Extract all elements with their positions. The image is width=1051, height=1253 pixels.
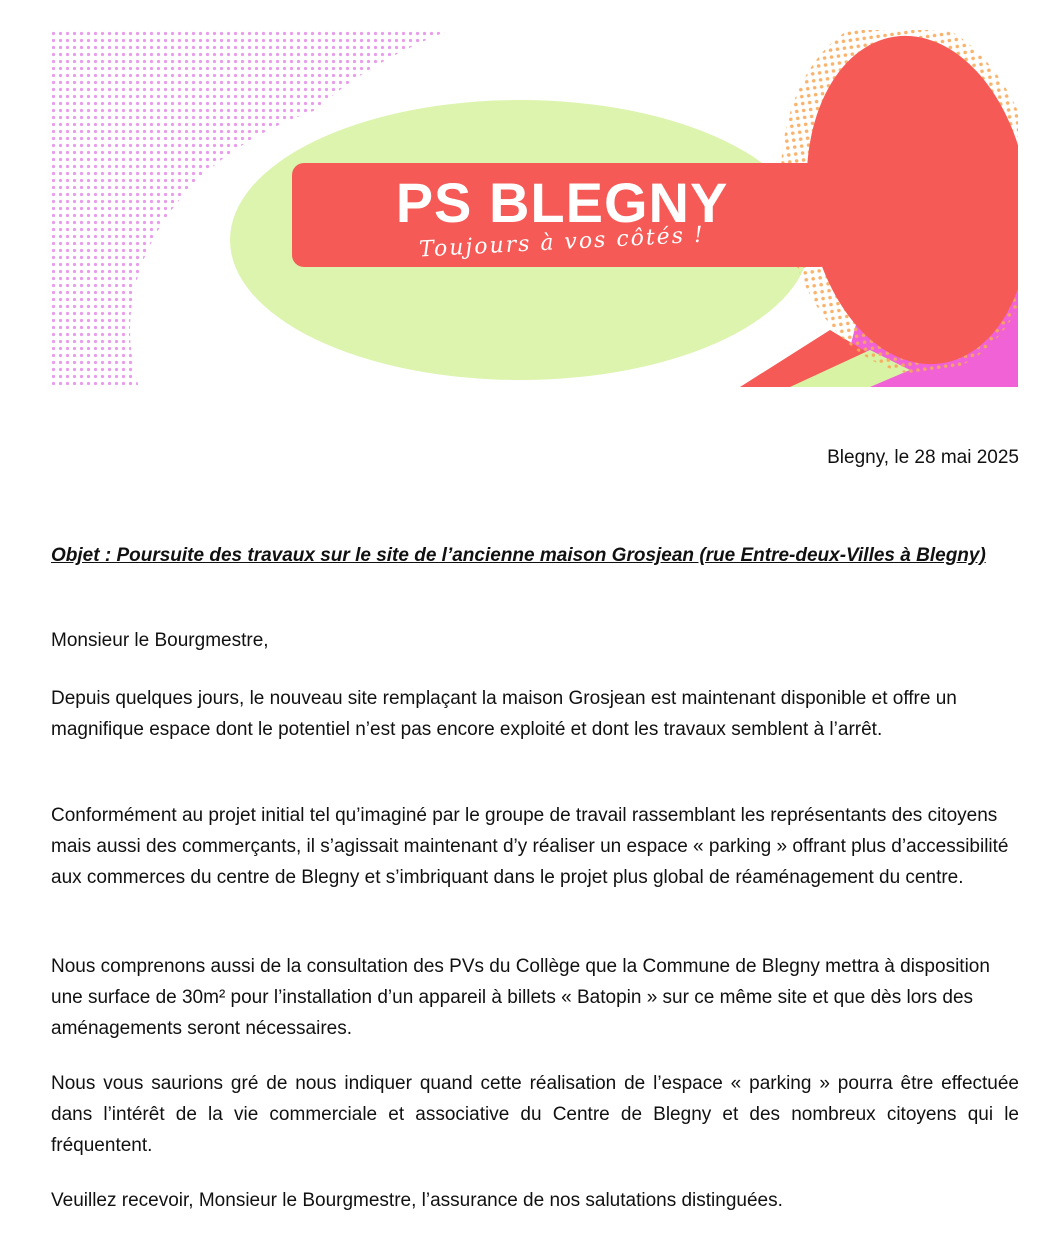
brand-title: PS BLEGNY <box>395 171 729 234</box>
letter-date: Blegny, le 28 mai 2025 <box>827 447 1019 468</box>
letter-paragraph: Nous vous saurions gré de nous indiquer quand cette réalisation de l’espace « parking » pourra être effectuée dans l’intérêt de la vie commerciale et associative du Centre de Blegny et des nombreux citoyens qui le fréquentent. <box>51 1073 1019 1156</box>
letter-closing: Veuillez recevoir, Monsieur le Bourgmestre, l’assurance de nos salutations distinguées. <box>51 1190 783 1211</box>
brand-slogan: Toujours à vos côtés ! <box>418 222 706 263</box>
letter-paragraph: Nous comprenons aussi de la consultation des PVs du Collège que la Commune de Blegny mettra à disposition une surface de 30m² pour l’installation d’un appareil à billets « Batopin » sur ce même site et que dès lors des aménagements seront nécessaires. <box>51 956 990 1039</box>
letter-paragraph: Depuis quelques jours, le nouveau site remplaçant la maison Grosjean est maintenant disponible et offre un magnifique espace dont le potentiel n’est pas encore exploité et dont les travaux semblent à l’arrêt. <box>51 688 957 740</box>
letter-salutation: Monsieur le Bourgmestre, <box>51 630 269 651</box>
letter-paragraph: Conformément au projet initial tel qu’imaginé par le groupe de travail rassemblant les représentants des citoyens mais aussi des commerçants, il s’agissait maintenant d’y réaliser un espace « parking » offrant plus d’accessibilité aux commerces du centre de Blegny et s’imbriquant dans le projet plus global de réaménagement du centre. <box>51 805 1009 888</box>
brand-logo-box <box>292 163 832 267</box>
header-banner <box>50 30 1018 387</box>
letter-subject: Objet : Poursuite des travaux sur le site de l’ancienne maison Grosjean (rue Entre-deux-Villes à Blegny) <box>51 545 986 566</box>
